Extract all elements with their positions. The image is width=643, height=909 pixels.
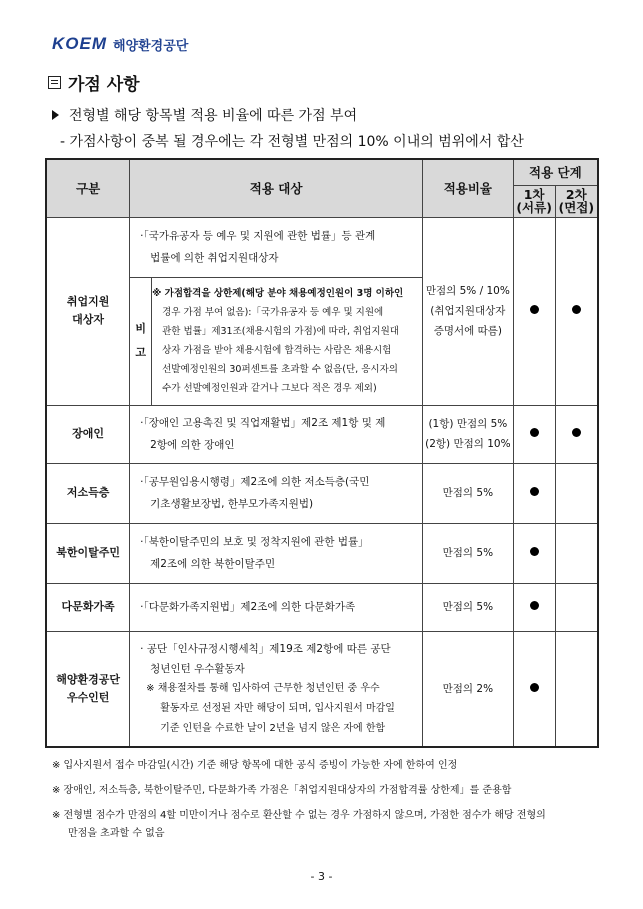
row-category: 장애인 (46, 405, 130, 463)
header-stage1 (513, 185, 555, 217)
org-name: 해양환경공단 (113, 38, 189, 54)
remark-text: ※ 가점합격을 상한제(해당 분야 채용예정인원이 3명 이하인 경우 가점 부여 없음):「국가유공자 등 예우 및 지원에 관한 법률」제31조(채용시험의 가점)에 따라, 취업지원대 상자 가점을 받아 채용시험에 합격하는 사람은 채용시험 선발예정인원의 30퍼센트를 초과할 수 없음(단, 응시자의 수가 선발예정인원과 같거나 그보다 적은 경우 제외) (152, 277, 423, 405)
filled-circle-icon (530, 683, 539, 692)
header-stage2 (555, 185, 598, 217)
row-ratio: 만점의 5% (423, 523, 514, 583)
header-ratio: 적용비율 (423, 159, 514, 217)
row-category: 취업지원 대상자 (46, 217, 130, 405)
footnote-continued: 만점을 초과할 수 없음 (68, 828, 165, 839)
stage2-mark (555, 463, 598, 523)
stage2-mark (555, 217, 598, 405)
row-ratio: 만점의 5% (423, 583, 514, 631)
logo-mark: KOEM (52, 34, 107, 53)
page-number: - 3 - (310, 870, 333, 883)
row-target: ·「장애인 고용촉진 및 직업재활법」제2조 제1항 및 제 2항에 의한 장애인 (130, 405, 423, 463)
stage2-label: 2차 (565, 187, 587, 202)
row-ratio: 만점의 5% / 10% (취업지원대상자 증명서에 따름) (423, 217, 514, 405)
section-title-text: 가점 사항 (68, 75, 140, 95)
bonus-table (45, 158, 599, 748)
stage1-mark (513, 463, 555, 523)
stage1-label: 1차 (523, 187, 545, 202)
filled-circle-icon (572, 428, 581, 437)
main-bullet-text: 전형별 해당 항목별 적용 비율에 따른 가점 부여 (69, 108, 358, 124)
header-stage: 적용 단계 (513, 159, 598, 185)
stage2-mark (555, 583, 598, 631)
row-ratio: 만점의 2% (423, 631, 514, 747)
row-target: · 공단「인사규정시행세칙」제19조 제2항에 따른 공단 청년인턴 우수활동자 ※ 채용절차를 통해 입사하여 근무한 청년인턴 중 우수 활동자로 선정된 자만 해당이 되며, 입사지원서 마감일 기준 인턴을 수료한 날이 2년을 넘지 않은 자에 한함 (130, 631, 423, 747)
stage2-mark (555, 631, 598, 747)
footnotes (52, 757, 612, 850)
filled-circle-icon (572, 305, 581, 314)
row-category: 해양환경공단 우수인턴 (46, 631, 130, 747)
row-ratio: 만점의 5% (423, 463, 514, 523)
triangle-bullet-icon (52, 110, 59, 120)
stage2-mark (555, 405, 598, 463)
table-row (46, 217, 598, 277)
stage1-mark (513, 583, 555, 631)
filled-circle-icon (530, 601, 539, 610)
filled-circle-icon (530, 487, 539, 496)
row-target: ·「공무원임용시행령」제2조에 의한 저소득층(국민 기초생활보장법, 한부모가족지원법) (130, 463, 423, 523)
section-title (48, 70, 140, 95)
filled-circle-icon (530, 305, 539, 314)
table-row (46, 463, 598, 523)
row-ratio: (1항) 만점의 5% (2항) 만점의 10% (423, 405, 514, 463)
row-category: 저소득층 (46, 463, 130, 523)
header-target: 적용 대상 (130, 159, 423, 217)
table-row (46, 405, 598, 463)
table-row (46, 523, 598, 583)
stage1-mark (513, 405, 555, 463)
remark-label: 비 고 (130, 277, 152, 405)
filled-circle-icon (530, 428, 539, 437)
table-row (46, 631, 598, 747)
footnote: ※ 장애인, 저소득층, 북한이탈주민, 다문화가족 가점은「취업지원대상자의 가점합격률 상한제」를 준용함 (52, 785, 512, 796)
stage1-sub: (서류) (516, 200, 552, 215)
table-row (46, 583, 598, 631)
stage2-sub: (면접) (558, 200, 595, 215)
main-bullet (52, 105, 357, 125)
stage1-mark (513, 217, 555, 405)
row-target: ·「다문화가족지원법」제2조에 의한 다문화가족 (130, 583, 423, 631)
sub-bullet: - 가점사항이 중복 될 경우에는 각 전형별 만점의 10% 이내의 범위에서 합산 (60, 134, 524, 150)
row-category: 북한이탈주민 (46, 523, 130, 583)
header-category: 구분 (46, 159, 130, 217)
filled-circle-icon (530, 547, 539, 556)
stage1-mark (513, 631, 555, 747)
row-target: ·「국가유공자 등 예우 및 지원에 관한 법률」등 관계 법률에 의한 취업지원대상자 (130, 217, 423, 277)
row-category: 다문화가족 (46, 583, 130, 631)
footnote: ※ 전형별 점수가 만점의 4할 미만이거나 점수로 환산할 수 없는 경우 가점하지 않으며, 가점한 점수가 해당 전형의 (52, 810, 546, 821)
footnote: ※ 입사지원서 접수 마감일(시간) 기준 해당 항목에 대한 공식 증빙이 가능한 자에 한하여 인정 (52, 760, 458, 771)
row-target: ·「북한이탈주민의 보호 및 정착지원에 관한 법률」 제2조에 의한 북한이탈주민 (130, 523, 423, 583)
stage1-mark (513, 523, 555, 583)
document-box-icon (48, 76, 61, 89)
header-logo (52, 34, 188, 54)
stage2-mark (555, 523, 598, 583)
